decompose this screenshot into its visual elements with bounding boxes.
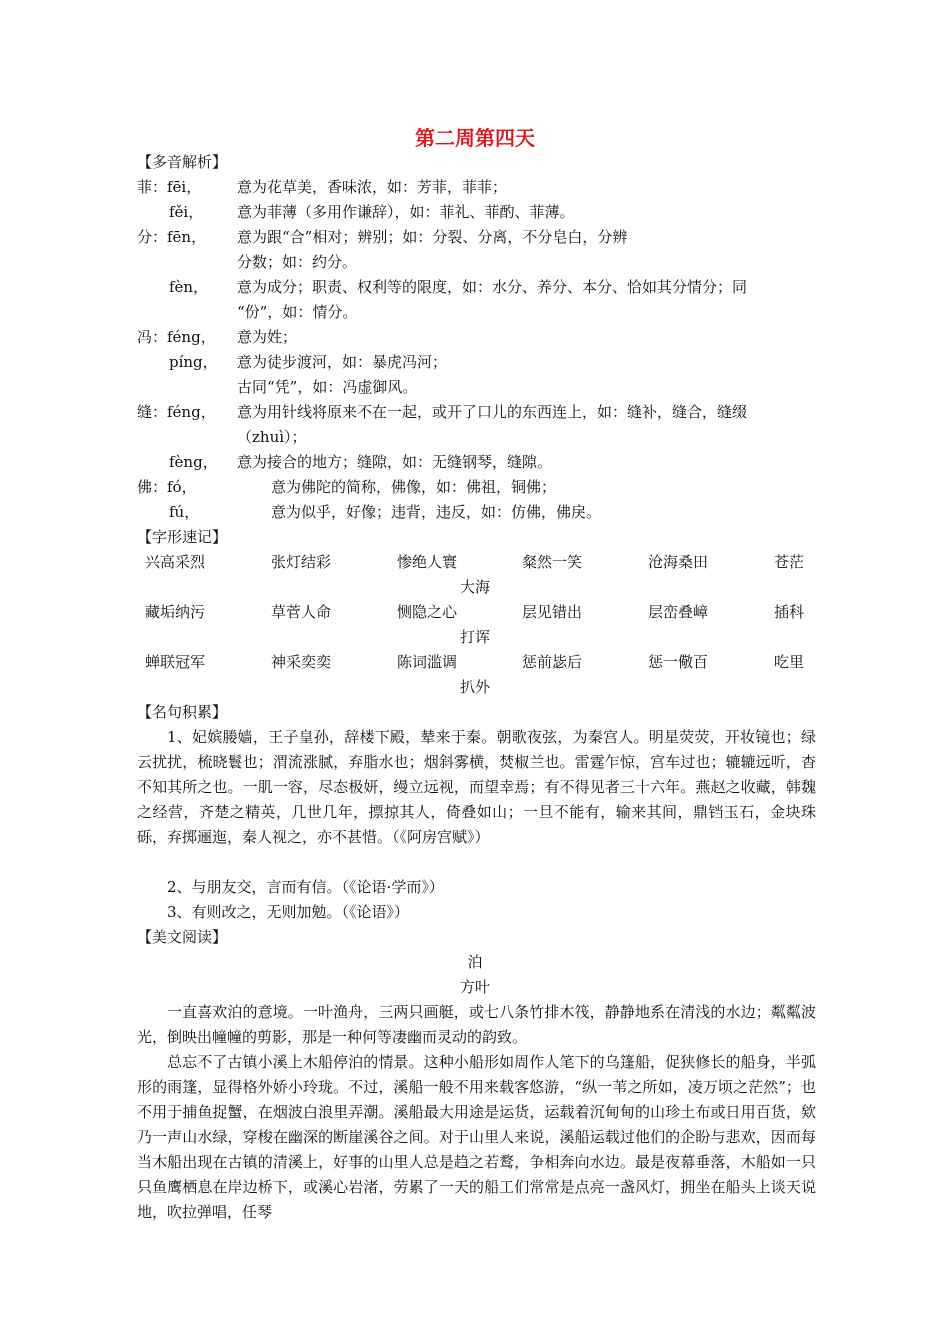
glyph-word: 惩前毖后 [522,653,583,671]
polyphone-char: 分：fēn， [137,228,207,246]
polyphone-definition: 意为姓； [237,328,298,346]
polyphone-char: 菲：fēi， [137,178,202,196]
polyphone-definition: 意为跟“合”相对；辨别；如：分裂、分离，不分皂白，分辨 [237,228,628,246]
polyphone-pinyin: fèn， [169,278,209,296]
polyphone-definition: 意为接合的地方；缝隙，如：无缝钢琴，缝隙。 [237,453,553,471]
glyph-word: 张灯结彩 [271,553,332,571]
quote-item: 1、妃嫔媵嫱，王子皇孙，辞楼下殿，辇来于秦。朝歌夜弦，为秦宫人。明星荧荧，开妆镜也；绿云扰扰，梳晓鬟也；渭流涨腻，弃脂水也；烟斜雾横，焚椒兰也。雷霆乍惊，宫车过也；辘辘远听，杳不知其所之也。一肌一容，尽态极妍，缦立远视，而望幸焉；有不得见者三十六年。燕赵之收藏，韩魏之经营，齐楚之精英，几世几年，摽掠其人，倚叠如山；一旦不能有，输来其间，鼎铛玉石，金块珠砾，弃掷逦迤，秦人视之，亦不甚惜。（《阿房宫赋》） [137,728,816,846]
glyph-word: 苍茫 [774,553,805,571]
glyph-word: 惩一儆百 [648,653,709,671]
glyph-word: 兴高采烈 [145,553,206,571]
polyphone-pinyin: fú， [169,503,200,521]
glyph-word: 沧海桑田 [648,553,709,571]
section-header-glyph: 【字形速记】 [137,528,228,546]
glyph-word: 草菅人命 [271,603,332,621]
section-header-polyphone: 【多音解析】 [137,153,228,171]
polyphone-pinyin: fěi， [169,203,204,221]
section-header-reading: 【美文阅读】 [137,928,228,946]
glyph-word: 陈词滥调 [397,653,458,671]
polyphone-pinyin: fèng， [169,453,218,471]
polyphone-char: 佛：fó， [137,478,197,496]
polyphone-definition: （zhuì）； [237,428,307,446]
glyph-word: 层峦叠嶂 [648,603,709,621]
glyph-word: 吃里 [774,653,805,671]
glyph-word: 粲然一笑 [522,553,583,571]
polyphone-definition: 意为用针线将原来不在一起，或开了口儿的东西连上，如：缝补，缝合，缝缀 [237,403,748,421]
glyph-word: 恻隐之心 [397,603,458,621]
glyph-word: 神采奕奕 [271,653,332,671]
article-paragraph: 总忘不了古镇小溪上木船停泊的情景。这种小船形如周作人笔下的乌篷船，促狭修长的船身，半弧形的雨篷，显得格外娇小玲珑。不过，溪船一般不用来载客悠游，“纵一苇之所如，凌万顷之茫然”；也不用于捕鱼捉蟹，在烟波白浪里弄潮。溪船最大用途是运货，运载着沉甸甸的山珍土布或日用百货，欸乃一声山水绿，穿梭在幽深的断崖溪谷之间。对于山里人来说，溪船运载过他们的企盼与悲欢，因而每当木船出现在古镇的清溪上，好事的山里人总是趋之若鹜，争相奔向水边。最是夜幕垂落，木船如一只只鱼鹰栖息在岸边桥下，或溪心岩渚，劳累了一天的船工们常常是点亮一盏风灯，拥坐在船头上谈天说地，吹拉弹唱，任琴 [137,1053,816,1221]
polyphone-char: 冯：féng， [137,328,216,346]
polyphone-definition: 意为菲薄（多用作谦辞），如：菲礼、菲酌、菲薄。 [237,203,575,221]
article-author: 方叶 [459,978,490,996]
glyph-word: 惨绝人寰 [397,553,458,571]
polyphone-char: 缝：féng， [137,403,216,421]
glyph-word-wrap: 打诨 [459,628,490,646]
polyphone-definition: 分数；如：约分。 [237,253,358,271]
polyphone-definition: 意为似乎，好像；违背，违反，如：仿佛，佛戾。 [271,503,602,521]
polyphone-definition: 意为佛陀的简称，佛像，如：佛祖，铜佛； [271,478,557,496]
glyph-word: 藏垢纳污 [145,603,206,621]
polyphone-definition: 古同“凭”，如：冯虚御风。 [237,378,418,396]
polyphone-definition: 意为成分；职责、权利等的限度，如：水分、养分、本分、恰如其分情分；同 [237,278,748,296]
article-paragraph: 一直喜欢泊的意境。一叶渔舟，三两只画艇，或七八条竹排木筏，静静地系在清浅的水边；粼粼波光，倒映出幢幢的剪影，那是一种何等凄幽而灵动的韵致。 [137,1003,816,1046]
polyphone-definition: “份”，如：情分。 [237,303,358,321]
polyphone-definition: 意为徒步渡河，如：暴虎冯河； [237,353,448,371]
glyph-word: 插科 [774,603,805,621]
glyph-word-wrap: 扒外 [459,678,490,696]
glyph-word-wrap: 大海 [459,578,490,596]
glyph-word: 蝉联冠军 [145,653,206,671]
quote-item: 3、有则改之，无则加勉。（《论语》） [167,903,410,921]
polyphone-pinyin: píng， [169,353,218,371]
section-header-quotes: 【名句积累】 [137,703,228,721]
page-title: 第二周第四天 [415,126,535,150]
article-title: 泊 [467,953,483,971]
polyphone-definition: 意为花草美，香味浓，如：芳菲，菲菲； [237,178,508,196]
quote-item: 2、与朋友交，言而有信。（《论语·学而》） [167,878,444,896]
glyph-word: 层见错出 [522,603,583,621]
